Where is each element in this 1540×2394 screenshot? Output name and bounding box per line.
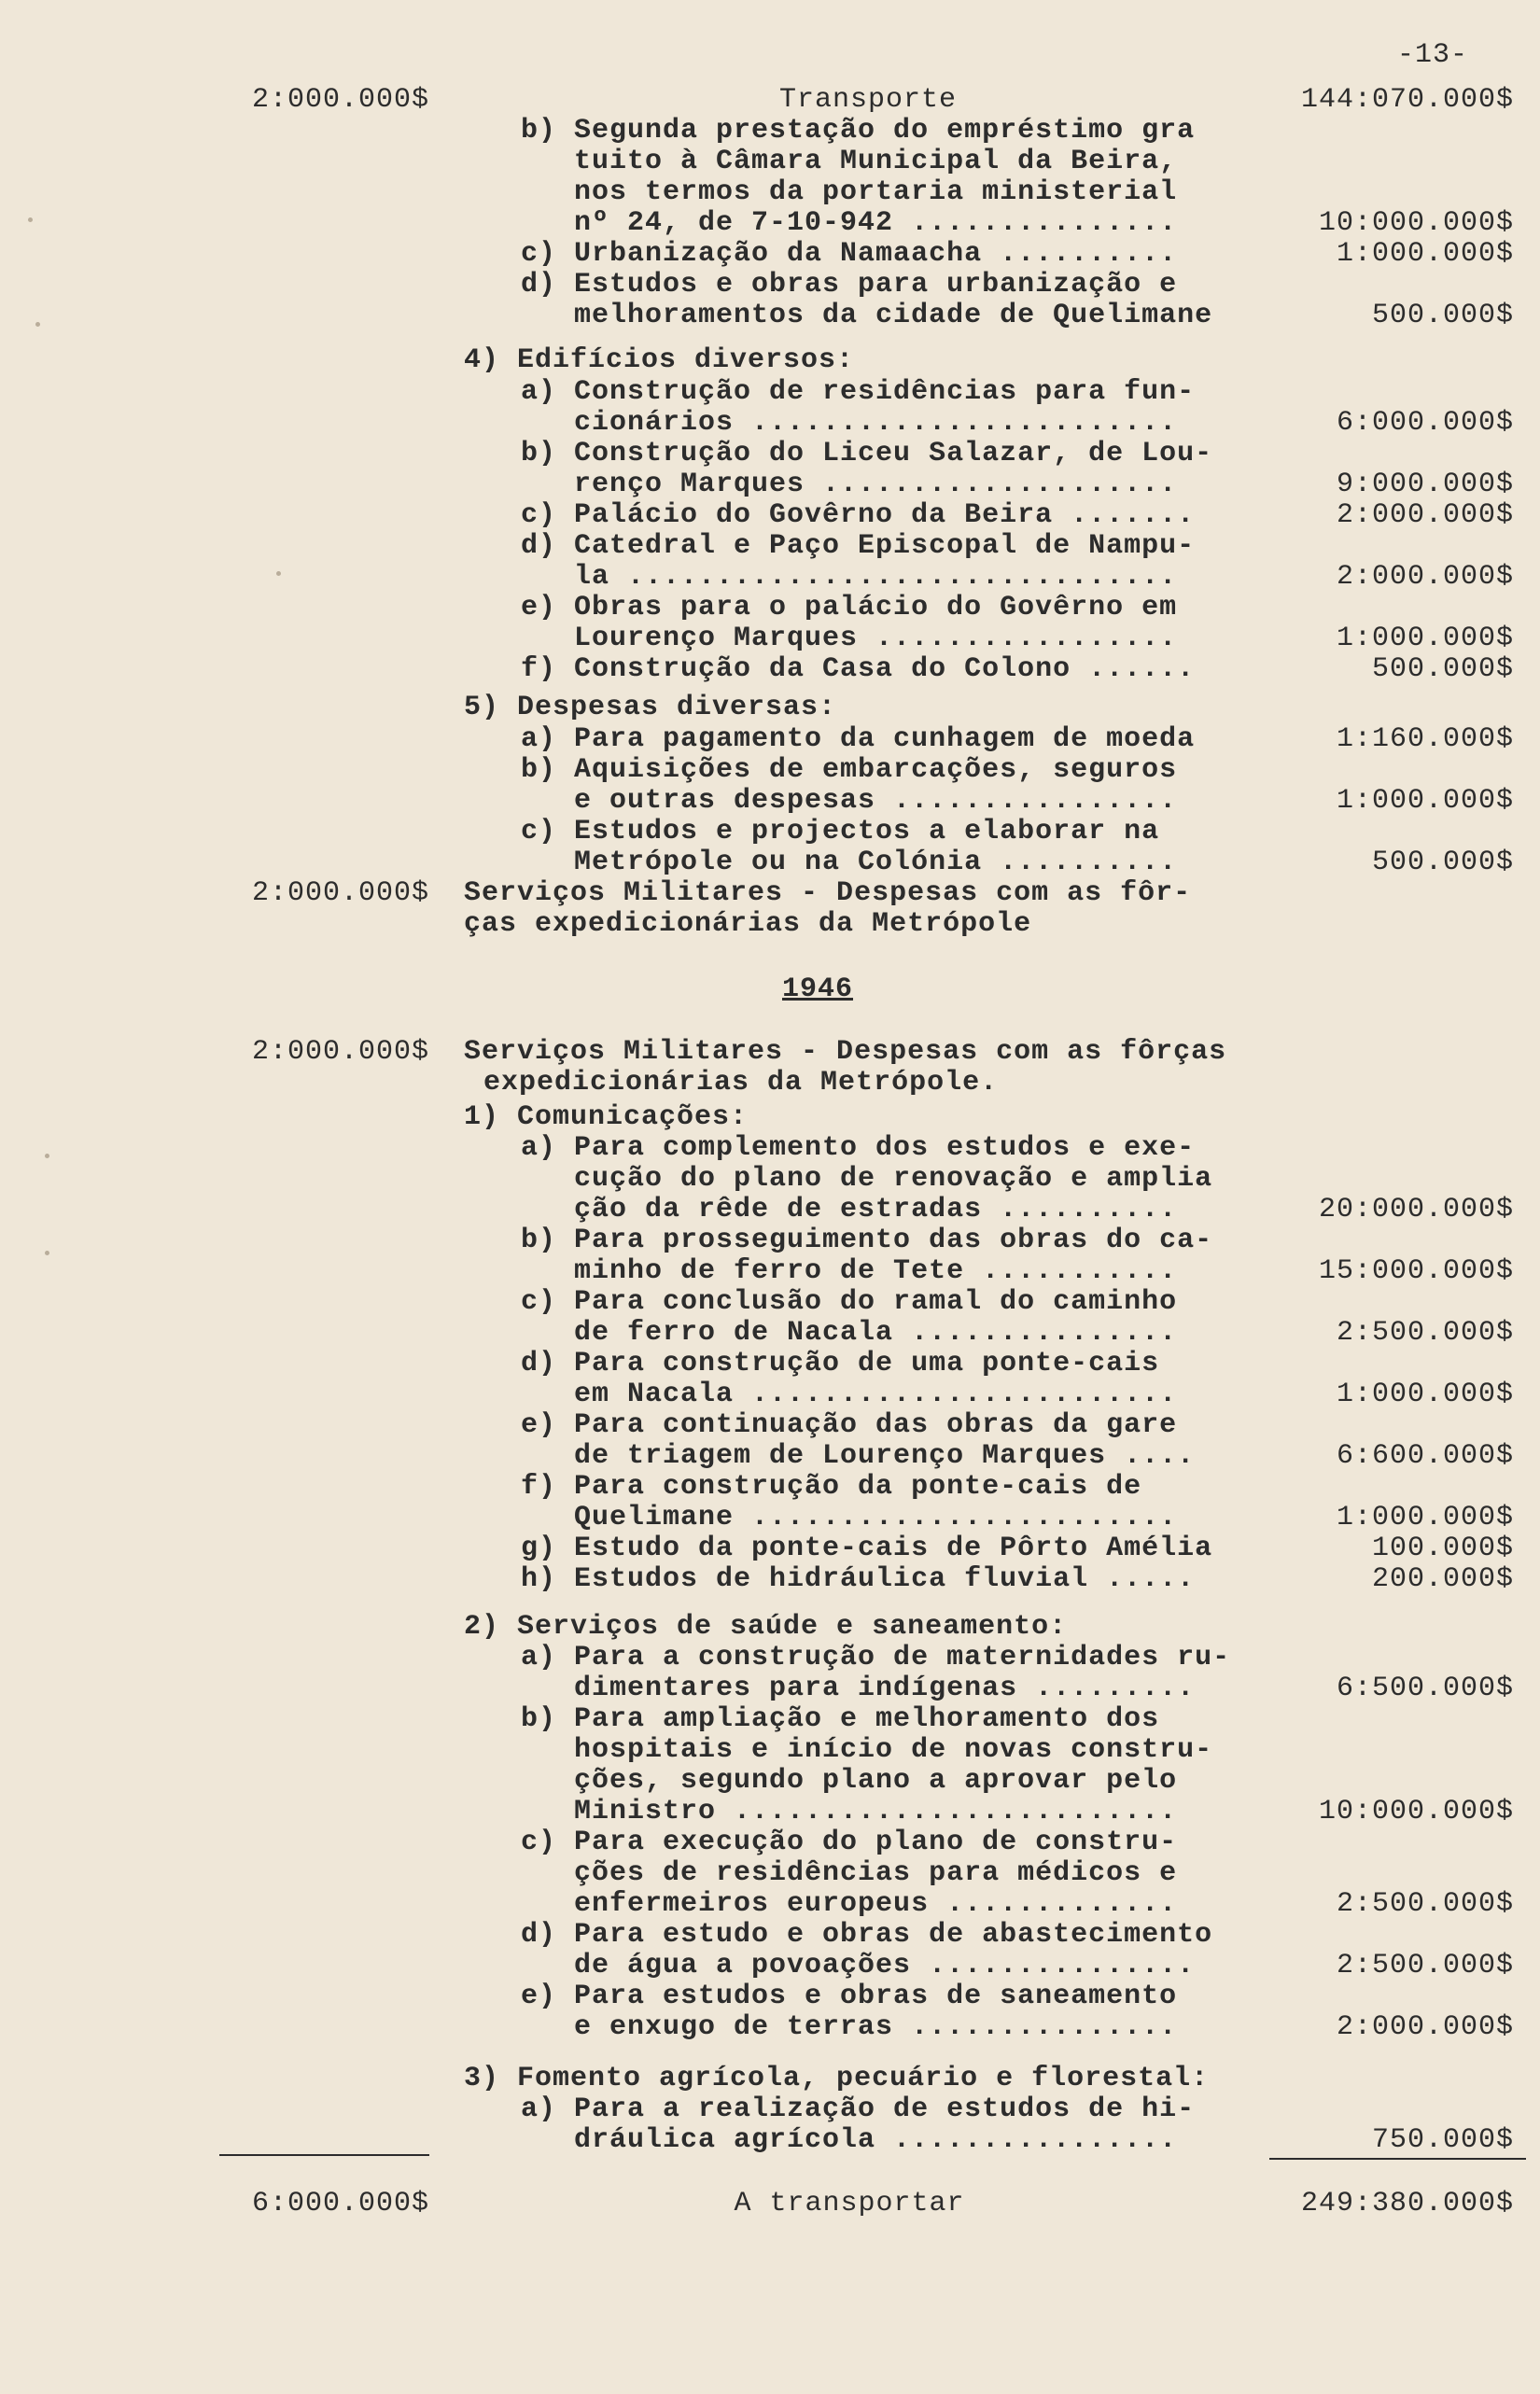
item-amount: 1:000.000$: [1336, 785, 1514, 817]
item-text: c) Para execução do plano de constru-: [521, 1827, 1178, 1858]
section-heading: 5) Despesas diversas:: [464, 692, 837, 723]
item-text: d) Para construção de uma ponte-cais: [521, 1348, 1160, 1379]
item-text: a) Construção de residências para fun-: [521, 376, 1196, 408]
item-text: ções, segundo plano a aprovar pelo: [521, 1765, 1178, 1797]
transporte-amount: 144:070.000$: [1300, 84, 1514, 116]
item-amount: 1:000.000$: [1336, 238, 1514, 270]
item-text: nº 24, de 7-10-942 ...............: [521, 207, 1178, 239]
item-text: minho de ferro de Tete ...........: [521, 1255, 1178, 1287]
item-text: a) Para complemento dos estudos e exe-: [521, 1132, 1196, 1164]
item-text: a) Para pagamento da cunhagem de moeda: [521, 723, 1196, 755]
item-text: a) Para a construção de maternidades ru-: [521, 1642, 1231, 1673]
item-amount: 500.000$: [1371, 300, 1514, 331]
militares-heading: Serviços Militares - Despesas com as fôrças: [464, 1036, 1227, 1068]
item-text: dimentares para indígenas .........: [521, 1673, 1196, 1704]
item-text: melhoramentos da cidade de Quelimane: [521, 300, 1213, 331]
paper-speck: [35, 322, 40, 327]
item-amount: 200.000$: [1371, 1563, 1514, 1595]
paper-speck: [276, 571, 281, 576]
item-text: la ...............................: [521, 561, 1178, 593]
item-amount: 10:000.000$: [1318, 1796, 1514, 1827]
item-text: g) Estudo da ponte-cais de Pôrto Amélia: [521, 1533, 1213, 1564]
item-text: Metrópole ou na Colónia ..........: [521, 847, 1178, 878]
left-column-total: 6:000.000$: [251, 2188, 429, 2219]
item-amount: 500.000$: [1371, 653, 1514, 685]
item-text: nos termos da portaria ministerial: [521, 176, 1178, 208]
item-amount: 9:000.000$: [1336, 469, 1514, 500]
section-heading: 2) Serviços de saúde e saneamento:: [464, 1611, 1068, 1643]
item-text: b) Segunda prestação do empréstimo gra: [521, 115, 1196, 147]
item-text: enfermeiros europeus .............: [521, 1888, 1178, 1920]
item-amount: 1:160.000$: [1336, 723, 1514, 755]
item-text: a) Para a realização de estudos de hi-: [521, 2093, 1196, 2125]
item-text: de triagem de Lourenço Marques ....: [521, 1440, 1196, 1472]
item-amount: 1:000.000$: [1336, 1502, 1514, 1533]
item-amount: 10:000.000$: [1318, 207, 1514, 239]
paper-speck: [45, 1154, 49, 1158]
item-text: b) Construção do Liceu Salazar, de Lou-: [521, 438, 1213, 469]
paper-speck: [45, 1251, 49, 1255]
item-amount: 100.000$: [1371, 1533, 1514, 1564]
year-heading: 1946: [782, 973, 854, 1005]
item-text: c) Urbanização da Namaacha ..........: [521, 238, 1178, 270]
item-text: f) Construção da Casa do Colono ......: [521, 653, 1196, 685]
item-amount: 15:000.000$: [1318, 1255, 1514, 1287]
item-amount: 2:500.000$: [1336, 1317, 1514, 1349]
item-text: b) Para ampliação e melhoramento dos: [521, 1703, 1160, 1735]
item-amount: 6:000.000$: [1336, 407, 1514, 439]
item-text: c) Para conclusão do ramal do caminho: [521, 1286, 1178, 1318]
item-text: h) Estudos de hidráulica fluvial .....: [521, 1563, 1196, 1595]
item-text: renço Marques ....................: [521, 469, 1178, 500]
militares-heading: expedicionárias da Metrópole.: [483, 1067, 999, 1099]
a-transportar-amount: 249:380.000$: [1300, 2188, 1514, 2219]
item-text: cução do plano de renovação e amplia: [521, 1163, 1213, 1195]
item-text: ções de residências para médicos e: [521, 1857, 1178, 1889]
section-heading: 3) Fomento agrícola, pecuário e florestal:: [464, 2063, 1210, 2094]
item-amount: 2:500.000$: [1336, 1950, 1514, 1981]
item-text: de água a povoações ...............: [521, 1950, 1196, 1981]
item-amount: 1:000.000$: [1336, 623, 1514, 654]
item-text: d) Para estudo e obras de abastecimento: [521, 1919, 1213, 1951]
item-text: b) Para prosseguimento das obras do ca-: [521, 1225, 1213, 1256]
item-text: tuito à Câmara Municipal da Beira,: [521, 146, 1178, 177]
item-text: c) Estudos e projectos a elaborar na: [521, 816, 1160, 847]
item-text: dráulica agrícola ................: [521, 2124, 1178, 2156]
item-text: c) Palácio do Govêrno da Beira .......: [521, 499, 1196, 531]
item-text: Ministro .........................: [521, 1796, 1178, 1827]
item-text: e) Obras para o palácio do Govêrno em: [521, 592, 1178, 623]
a-transportar-label: A transportar: [734, 2188, 965, 2219]
item-amount: 500.000$: [1371, 847, 1514, 878]
transporte-label: Transporte: [778, 84, 958, 116]
item-text: ção da rêde de estradas ..........: [521, 1194, 1178, 1225]
paper-speck: [28, 217, 33, 222]
item-text: cionários ........................: [521, 407, 1178, 439]
item-amount: 2:000.000$: [1336, 2011, 1514, 2043]
item-text: Quelimane ........................: [521, 1502, 1178, 1533]
item-amount: 750.000$: [1371, 2124, 1514, 2156]
item-text: Lourenço Marques .................: [521, 623, 1178, 654]
left-sum-rule: [219, 2154, 429, 2156]
item-text: e) Para estudos e obras de saneamento: [521, 1981, 1178, 2012]
militares-heading: ças expedicionárias da Metrópole: [464, 908, 1032, 940]
item-amount: 20:000.000$: [1318, 1194, 1514, 1225]
section-heading: 4) Edifícios diversos:: [464, 344, 855, 376]
item-amount: 2:500.000$: [1336, 1888, 1514, 1920]
item-amount: 2:000.000$: [1336, 561, 1514, 593]
item-amount: 6:500.000$: [1336, 1673, 1514, 1704]
item-text: e) Para continuação das obras da gare: [521, 1409, 1178, 1441]
item-text: f) Para construção da ponte-cais de: [521, 1471, 1142, 1503]
item-amount: 1:000.000$: [1336, 1379, 1514, 1410]
left-column-amount: 2:000.000$: [251, 84, 429, 116]
item-text: b) Aquisições de embarcações, seguros: [521, 754, 1178, 786]
item-amount: 6:600.000$: [1336, 1440, 1514, 1472]
right-sum-rule: [1269, 2158, 1526, 2160]
item-text: de ferro de Nacala ...............: [521, 1317, 1178, 1349]
item-text: d) Catedral e Paço Episcopal de Nampu-: [521, 530, 1196, 562]
left-column-amount: 2:000.000$: [251, 1036, 429, 1068]
page-number: -13-: [1397, 39, 1469, 71]
militares-heading: Serviços Militares - Despesas com as fôr-: [464, 877, 1192, 909]
item-text: d) Estudos e obras para urbanização e: [521, 269, 1178, 301]
section-heading: 1) Comunicações:: [464, 1101, 749, 1133]
item-text: e outras despesas ................: [521, 785, 1178, 817]
item-text: e enxugo de terras ...............: [521, 2011, 1178, 2043]
left-column-amount: 2:000.000$: [251, 877, 429, 909]
item-text: hospitais e início de novas constru-: [521, 1734, 1213, 1766]
item-text: em Nacala ........................: [521, 1379, 1178, 1410]
item-amount: 2:000.000$: [1336, 499, 1514, 531]
